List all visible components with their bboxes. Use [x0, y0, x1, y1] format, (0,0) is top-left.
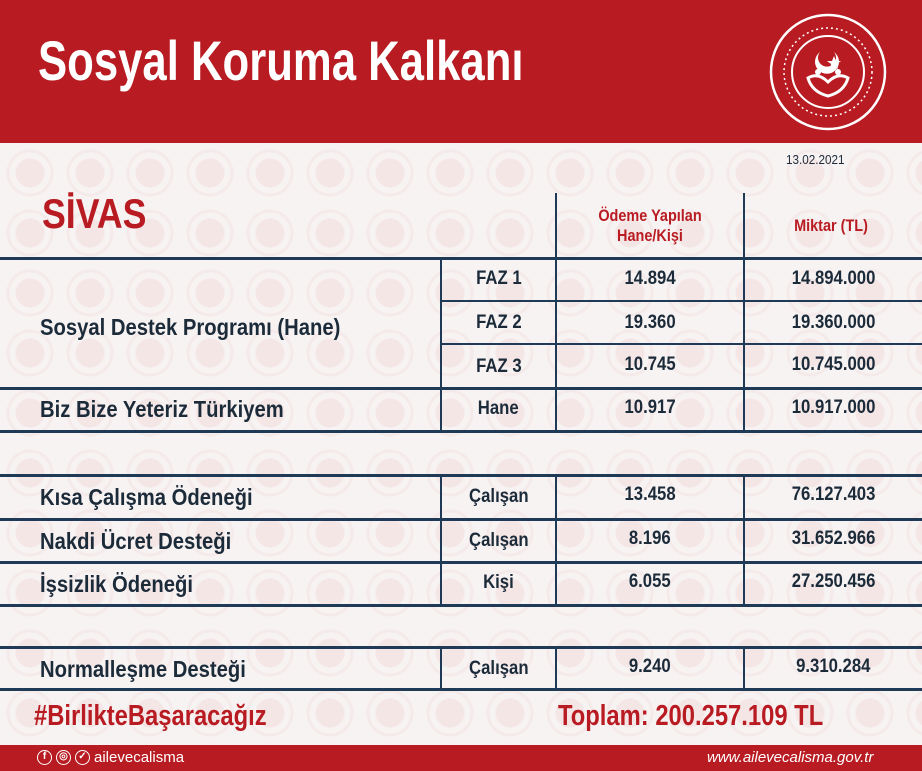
page-title: Sosyal Koruma Kalkanı	[38, 29, 524, 92]
table-cell-count: 14.894	[624, 268, 676, 289]
table-divider	[0, 518, 922, 521]
social-handle[interactable]: ailevecalisma	[94, 749, 185, 766]
table-cell-amount: 31.652.966	[791, 528, 876, 549]
table-cell-amount: 19.360.000	[791, 312, 876, 333]
table-cell-unit: FAZ 3	[475, 356, 522, 377]
column-header-amount: Miktar (TL)	[794, 216, 868, 235]
row-label-nakdi-ucret: Nakdi Ücret Desteği	[40, 528, 232, 554]
table-cell-amount: 14.894.000	[791, 268, 876, 289]
table-cell-count: 9.240	[629, 656, 671, 677]
table-cell-unit: FAZ 2	[475, 312, 522, 333]
instagram-icon[interactable]: ◎	[56, 750, 71, 765]
row-label-issizlik: İşsizlik Ödeneği	[40, 571, 193, 597]
ministry-seal-icon	[768, 12, 888, 132]
twitter-icon[interactable]: ✓	[75, 750, 90, 765]
table-divider	[0, 688, 922, 691]
table-cell-amount: 27.250.456	[791, 571, 876, 592]
table-divider	[442, 343, 922, 345]
table-divider	[0, 646, 922, 649]
city-name: SİVAS	[42, 190, 147, 237]
website-link[interactable]: www.ailevecalisma.gov.tr	[707, 749, 874, 766]
row-label-biz-bize: Biz Bize Yeteriz Türkiyem	[40, 396, 284, 422]
table-divider	[0, 474, 922, 477]
hashtag: #BirlikteBaşaracağız	[34, 700, 267, 732]
row-label-kisa-calisma: Kısa Çalışma Ödeneği	[40, 484, 253, 510]
table-cell-count: 8.196	[629, 528, 671, 549]
row-label-normallesme: Normalleşme Desteği	[40, 656, 246, 682]
table-cell-unit: Çalışan	[468, 486, 529, 507]
column-header-count: Ödeme Yapılan Hane/Kişi	[598, 206, 702, 245]
table-divider	[0, 430, 922, 433]
table-cell-amount: 10.917.000	[791, 397, 876, 418]
table-divider	[0, 257, 922, 260]
table-divider	[0, 604, 922, 607]
table-cell-unit: Çalışan	[468, 530, 529, 551]
total-amount: Toplam: 200.257.109 TL	[558, 700, 824, 732]
table-cell-count: 19.360	[624, 312, 676, 333]
table-cell-amount: 9.310.284	[796, 656, 871, 677]
table-cell-count: 10.917	[624, 397, 676, 418]
table-cell-amount: 10.745.000	[791, 354, 876, 375]
table-cell-count: 6.055	[629, 571, 671, 592]
report-date: 13.02.2021	[786, 152, 845, 167]
facebook-icon[interactable]: f	[37, 750, 52, 765]
table-cell-unit: FAZ 1	[475, 268, 522, 289]
table-divider	[0, 561, 922, 564]
footer-bar	[0, 745, 922, 771]
table-cell-count: 10.745	[624, 354, 676, 375]
table-cell-count: 13.458	[624, 484, 676, 505]
header-banner	[0, 0, 922, 143]
table-divider	[442, 300, 922, 302]
table-cell-unit: Çalışan	[468, 658, 529, 679]
table-cell-unit: Hane	[478, 398, 519, 419]
table-cell-unit: Kişi	[483, 572, 514, 593]
table-cell-amount: 76.127.403	[791, 484, 876, 505]
row-label-sosyal-destek: Sosyal Destek Programı (Hane)	[40, 314, 341, 340]
table-divider	[0, 387, 922, 390]
